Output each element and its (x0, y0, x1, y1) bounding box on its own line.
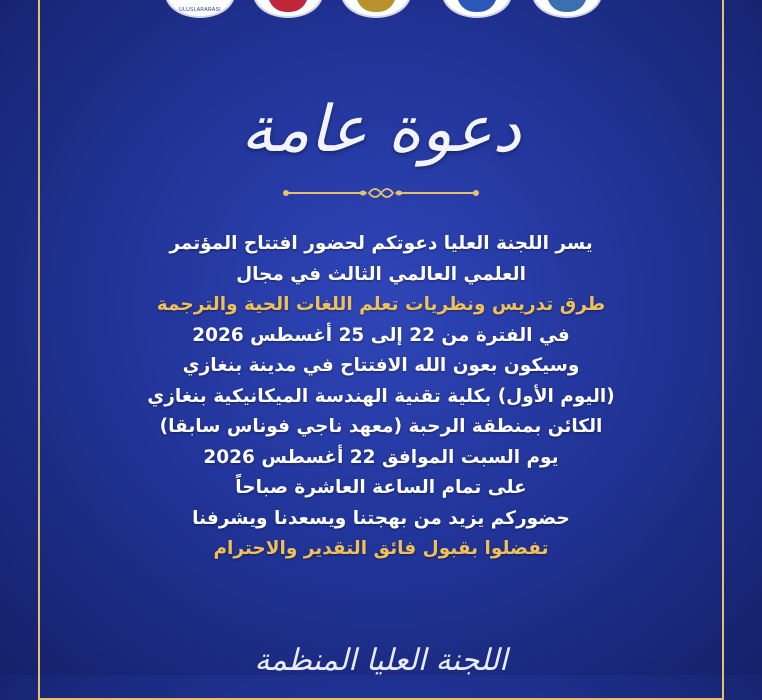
logo-5 (532, 0, 602, 18)
logo-2-emblem (268, 0, 308, 12)
invitation-line: في الفترة من 22 إلى 25 أغسطس 2026 (192, 324, 570, 346)
ornament-divider (281, 183, 481, 203)
invitation-line: يوم السبت الموافق 22 أغسطس 2026 (203, 446, 559, 468)
logo-1-caption: ULUSLARARASI (179, 7, 221, 13)
conference-topic-line: طرق تدريس ونظريات تعلم اللغات الحية والترجمة (156, 294, 606, 315)
closing-line: تفضلوا بقبول فائق التقدير والاحترام (213, 538, 549, 559)
invitation-line: حضوركم يزيد من بهجتنا ويسعدنا ويشرفنا (192, 507, 570, 529)
invitation-line: (اليوم الأول) بكلية تقنية الهندسة الميكانيكية بنغازي (147, 385, 615, 407)
logo-3 (341, 0, 411, 18)
invitation-line: وسيكون بعون الله الافتتاح في مدينة بنغازي (182, 355, 580, 376)
logo-5-emblem (547, 0, 587, 12)
invitation-title: دعوة عامة (241, 93, 521, 167)
logo-1 (165, 0, 235, 18)
logo-4-emblem (457, 0, 497, 12)
logo-strip (0, 0, 762, 20)
invitation-line: على تمام الساعة العاشرة صباحاً (235, 477, 527, 498)
logo-2 (253, 0, 323, 18)
logo-3-emblem (356, 0, 396, 12)
invitation-line: الكائن بمنطقة الرحبة (معهد ناجي فوناس سابقا) (159, 416, 603, 437)
committee-signature: اللجنة العليا المنظمة (254, 643, 508, 678)
invitation-line: يسر اللجنة العليا دعوتكم لحضور افتتاح المؤتمر (169, 233, 593, 254)
logo-4 (442, 0, 512, 18)
invitation-line: العلمي العالمي الثالث في مجال (236, 263, 526, 285)
invitation-body (40, 229, 722, 565)
